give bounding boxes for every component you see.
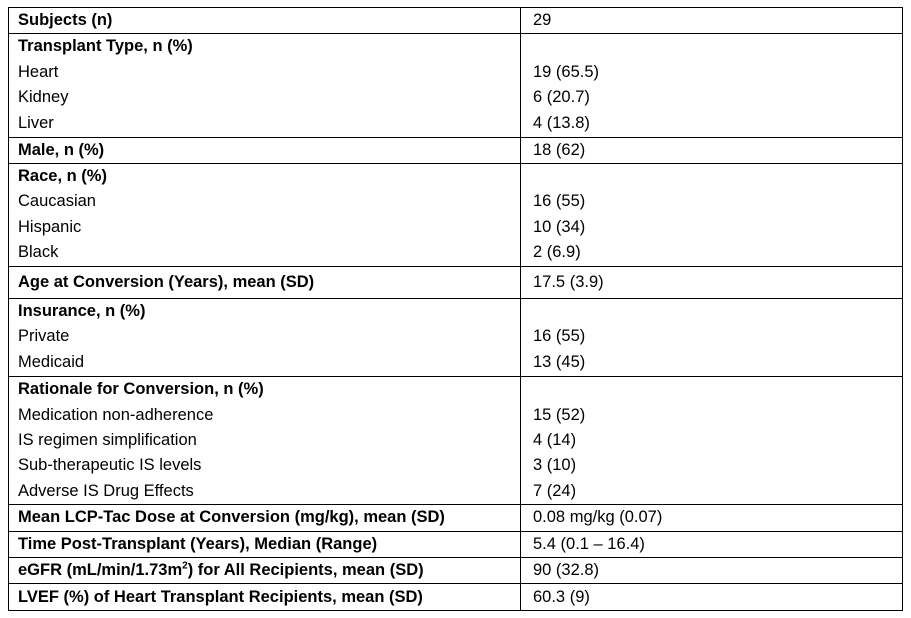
item-label: Liver	[18, 113, 54, 132]
item-label: Adverse IS Drug Effects	[18, 481, 194, 500]
row-label: Subjects (n)	[18, 11, 113, 29]
row-label: Age at Conversion (Years), mean (SD)	[18, 272, 315, 291]
row-label-cell	[9, 267, 521, 299]
row-label-cell	[9, 137, 521, 163]
row-value: 5.4 (0.1 – 16.4)	[533, 534, 645, 553]
row-label: Mean LCP-Tac Dose at Conversion (mg/kg), mean (SD)	[18, 508, 445, 527]
item-value: 2 (6.9)	[533, 243, 581, 262]
table-row	[9, 558, 903, 584]
row-value-cell	[521, 34, 903, 137]
row-value: 17.5 (3.9)	[533, 272, 604, 291]
group-label: Rationale for Conversion, n (%)	[18, 380, 264, 399]
item-label: Medicaid	[18, 352, 85, 371]
item-value: 13 (45)	[533, 352, 586, 371]
row-label: Time Post-Transplant (Years), Median (Range)	[18, 534, 378, 553]
table-row	[9, 8, 903, 34]
row-label	[18, 558, 520, 583]
item-value: 6 (20.7)	[533, 88, 590, 107]
row-value: 60.3 (9)	[533, 587, 590, 606]
item-label: Black	[18, 243, 59, 262]
table-row	[9, 163, 903, 266]
item-value: 19 (65.5)	[533, 62, 600, 81]
item-label: Private	[18, 327, 70, 346]
row-value-cell	[521, 377, 903, 505]
row-label-cell	[9, 163, 521, 266]
table-row	[9, 137, 903, 163]
row-label: Male, n (%)	[18, 140, 105, 159]
item-value: 16 (55)	[533, 327, 586, 346]
row-label-cell	[9, 584, 521, 611]
item-label: Hispanic	[18, 217, 82, 236]
group-label: Transplant Type, n (%)	[18, 37, 193, 56]
row-label-cell	[9, 558, 521, 584]
row-value: 29	[533, 11, 552, 29]
item-value: 16 (55)	[533, 192, 586, 211]
spacer	[533, 34, 902, 59]
item-label: IS regimen simplification	[18, 430, 197, 449]
item-label: Sub-therapeutic IS levels	[18, 456, 202, 475]
row-value-cell	[521, 299, 903, 377]
spacer	[533, 377, 902, 402]
item-label: Heart	[18, 62, 59, 81]
demographics-table	[8, 7, 903, 611]
row-value-cell	[521, 531, 903, 557]
row-label-cell	[9, 531, 521, 557]
group-label: Insurance, n (%)	[18, 302, 146, 321]
row-value: 0.08 mg/kg (0.07)	[533, 508, 663, 527]
table-row	[9, 584, 903, 611]
table-row	[9, 505, 903, 531]
table-row	[9, 34, 903, 137]
row-label-cell	[9, 377, 521, 505]
item-value: 3 (10)	[533, 456, 577, 475]
row-label-superscript: 2	[182, 560, 188, 572]
row-value-cell	[521, 137, 903, 163]
row-value-cell	[521, 163, 903, 266]
item-value: 4 (14)	[533, 430, 577, 449]
row-value: 90 (32.8)	[533, 561, 600, 580]
row-label-cell	[9, 34, 521, 137]
item-label: Caucasian	[18, 192, 96, 211]
spacer	[533, 164, 902, 189]
item-value: 10 (34)	[533, 217, 586, 236]
row-value-cell	[521, 584, 903, 611]
item-label: Kidney	[18, 88, 69, 107]
row-label-cell	[9, 8, 521, 34]
row-label-part: eGFR (mL/min/1.73m	[18, 561, 183, 580]
row-value: 18 (62)	[533, 140, 586, 159]
table-row	[9, 377, 903, 505]
item-value: 15 (52)	[533, 405, 586, 424]
row-label: LVEF (%) of Heart Transplant Recipients, mean (SD)	[18, 587, 423, 606]
item-label: Medication non-adherence	[18, 405, 214, 424]
row-label-part: ) for All Recipients, mean (SD)	[187, 561, 424, 580]
table-row	[9, 531, 903, 557]
table-row	[9, 299, 903, 377]
group-label: Race, n (%)	[18, 166, 107, 185]
item-value: 4 (13.8)	[533, 113, 590, 132]
row-value-cell	[521, 8, 903, 34]
row-value-cell	[521, 267, 903, 299]
row-value-cell	[521, 505, 903, 531]
row-label-cell	[9, 505, 521, 531]
spacer	[533, 299, 902, 324]
row-label-cell	[9, 299, 521, 377]
item-value: 7 (24)	[533, 481, 577, 500]
table-row	[9, 267, 903, 299]
row-value-cell	[521, 558, 903, 584]
